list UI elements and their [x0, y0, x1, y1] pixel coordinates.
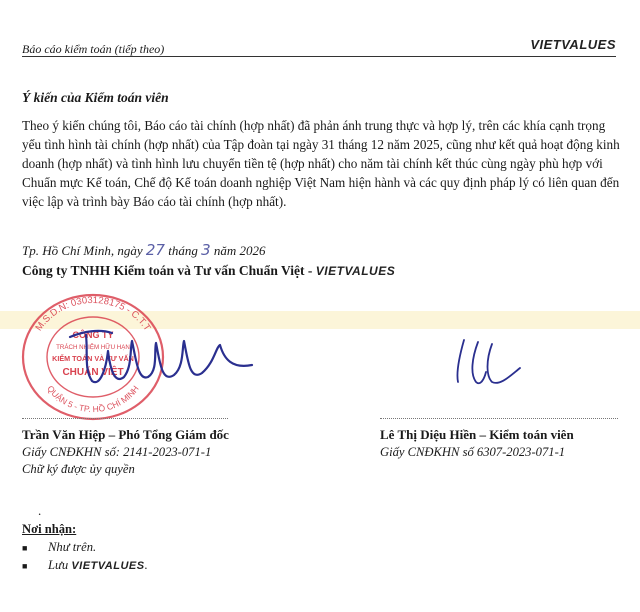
recipient-brand-logo: VIETVALUES — [71, 560, 145, 572]
company-name — [22, 263, 395, 279]
recipient-prefix: Lưu — [48, 558, 69, 572]
stray-mark: . — [38, 503, 42, 518]
seal-line-1: CÔNG TY — [72, 330, 114, 340]
section-title: Ý kiến của Kiểm toán viên — [22, 90, 169, 105]
recipient-text: Như trên. — [48, 540, 97, 554]
place-date-prefix: Tp. Hồ Chí Minh, ngày — [22, 243, 143, 258]
seal-line-4: CHUẨN VIỆT — [62, 367, 124, 378]
right-signer-license: Giấy CNĐKHN số 6307-2023-071-1 — [380, 445, 566, 459]
header-divider — [22, 56, 616, 57]
right-signature — [448, 332, 528, 392]
seal-line-2: TRÁCH NHIỆM HỮU HẠN — [56, 344, 130, 351]
header-brand-logo: VIETVALUES — [530, 37, 616, 52]
left-signer-license: Giấy CNĐKHN số: 2141-2023-071-1 — [22, 445, 212, 459]
recipient-item — [22, 540, 96, 555]
left-signature — [66, 307, 266, 397]
company-brand-logo: VIETVALUES — [315, 264, 396, 278]
recipient-suffix: . — [144, 558, 148, 572]
recipients-title: Nơi nhận: — [22, 522, 77, 536]
recipient-item — [22, 558, 148, 573]
month-label: tháng — [168, 243, 198, 258]
year-label: năm 2026 — [213, 243, 266, 258]
left-signer-note: Chữ ký được ủy quyền — [22, 462, 135, 476]
right-signature-line — [380, 418, 618, 419]
seal-line-3: KIỂM TOÁN VÀ TƯ VẤN — [52, 354, 134, 363]
handwritten-day: 27 — [145, 241, 165, 259]
place-date — [22, 241, 266, 259]
handwritten-month: 3 — [201, 241, 211, 259]
right-signer-name: Lê Thị Diệu Hiền – Kiểm toán viên — [380, 427, 574, 442]
bullet-icon: ■ — [22, 561, 28, 571]
opinion-paragraph: Theo ý kiến chúng tôi, Báo cáo tài chính (hợp nhất) đã phản ánh trung thực và hợp lý, trên các khía cạnh trọng yếu tình hình tài chính (hợp nhất) của Tập đoàn tại ngày 31 tháng 12 năm 2025, cũng như kết quả hoạt động kinh doanh (hợp nhất) và tình hình lưu chuyển tiền tệ (hợp nhất) cho năm tài chính kết thúc cùng ngày phù hợp với Chuẩn mực Kế toán, Chế độ Kế toán doanh nghiệp Việt Nam hiện hành và các quy định pháp lý có liên quan đến việc lập và trình bày Báo cáo tài chính (hợp nhất). — [22, 118, 620, 209]
bullet-icon: ■ — [22, 543, 28, 553]
seal-ring-text: M.S.D.N: 0303128175 - C.T.T — [33, 294, 153, 334]
seal-bottom-text: QUẬN 5 - TP. HỒ CHÍ MINH — [45, 383, 141, 415]
left-signer-name: Trần Văn Hiệp – Phó Tổng Giám đốc — [22, 427, 229, 442]
report-header-title: Báo cáo kiểm toán (tiếp theo) — [22, 42, 165, 56]
company-name-text: Công ty TNHH Kiểm toán và Tư vấn Chuẩn Việt - — [22, 263, 313, 278]
left-signature-line — [22, 418, 228, 419]
